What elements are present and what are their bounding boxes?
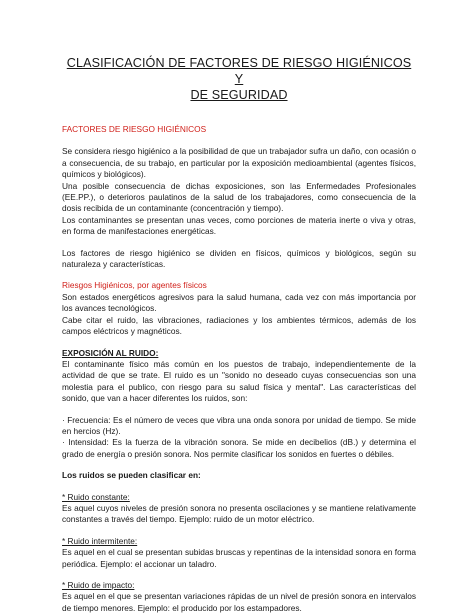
ruido-constante-heading: * Ruido constante: bbox=[62, 491, 130, 502]
paragraph: Los contaminantes se presentan unas veces, como porciones de materia inerte o viva y otras, en forma de manifestaciones energéticas. bbox=[62, 214, 416, 237]
paragraph: Se considera riesgo higiénico a la posibilidad de que un trabajador sufra un daño, con ocasión o a consecuencia, de su trabajo, en particular por la exposición medioambiental (agentes físicos, químicos y biológicos). bbox=[62, 146, 416, 180]
section-heading-agentes-fisicos: Riesgos Higiénicos, por agentes físicos bbox=[62, 280, 207, 291]
paragraph: El contaminante físico más común en los puestos de trabajo, independientemente de la actividad de que se trate. El ruido es un "sonido no deseado cuyas consecuencias son una molestia para el publico, con riesgo para su salud física y mental". Las características del sonido, que van a hacer diferentes los ruidos, son: bbox=[62, 358, 416, 404]
title-line-2: DE SEGURIDAD bbox=[190, 88, 288, 102]
paragraph: Son estados energéticos agresivos para la salud humana, cada vez con más importancia por los avances tecnológicos. bbox=[62, 291, 416, 314]
title-line-1: CLASIFICACIÓN DE FACTORES DE RIESGO HIGIÉNICOS Y bbox=[66, 56, 412, 86]
paragraph: Una posible consecuencia de dichas exposiciones, son las Enfermedades Profesionales (EE.PP.), o deterioros paulatinos de la salud de los trabajadores, como consecuencia de la dosis recibida de un contaminante (concentración y tiempo). bbox=[62, 180, 416, 214]
paragraph: Los factores de riesgo higiénico se dividen en físicos, químicos y biológicos, según su naturaleza y características. bbox=[62, 247, 416, 270]
paragraph: · Intensidad: Es la fuerza de la vibración sonora. Se mide en decibelios (dB.) y determina el grado de energía o presión sonora. Nos permite clasificar los sonidos en fuertes o débiles. bbox=[62, 437, 416, 459]
paragraph: Es aquel en el que se presentan variaciones rápidas de un nivel de presión sonora en intervalos de tiempo menores. Ejemplo: el producido por los estampadores. bbox=[62, 591, 416, 613]
paragraph: Es aquel en el cual se presentan subidas bruscas y repentinas de la intensidad sonora en forma periódica. Ejemplo: el accionar un taladro. bbox=[62, 547, 416, 569]
paragraph: Es aquel cuyos niveles de presión sonora no presenta oscilaciones y se mantiene relativamente constantes a través del tiempo. Ejemplo: ruido de un motor eléctrico. bbox=[62, 502, 416, 525]
ruido-impacto-heading: * Ruido de impacto: bbox=[62, 580, 135, 590]
section-heading-clasificacion: Los ruidos se pueden clasificar en: bbox=[62, 470, 201, 481]
paragraph: Cabe citar el ruido, las vibraciones, radiaciones y los ambientes térmicos, además de los campos eléctricos y magnéticos. bbox=[62, 314, 416, 337]
section-heading-ruido: EXPOSICIÓN AL RUIDO: bbox=[62, 347, 159, 358]
page-title bbox=[62, 55, 416, 103]
section-heading-factores: FACTORES DE RIESGO HIGIÉNICOS bbox=[62, 124, 207, 134]
paragraph: · Frecuencia: Es el número de veces que vibra una onda sonora por unidad de tiempo. Se mide en hercios (Hz). bbox=[62, 414, 416, 436]
ruido-intermitente-heading: * Ruido intermitente: bbox=[62, 535, 138, 546]
